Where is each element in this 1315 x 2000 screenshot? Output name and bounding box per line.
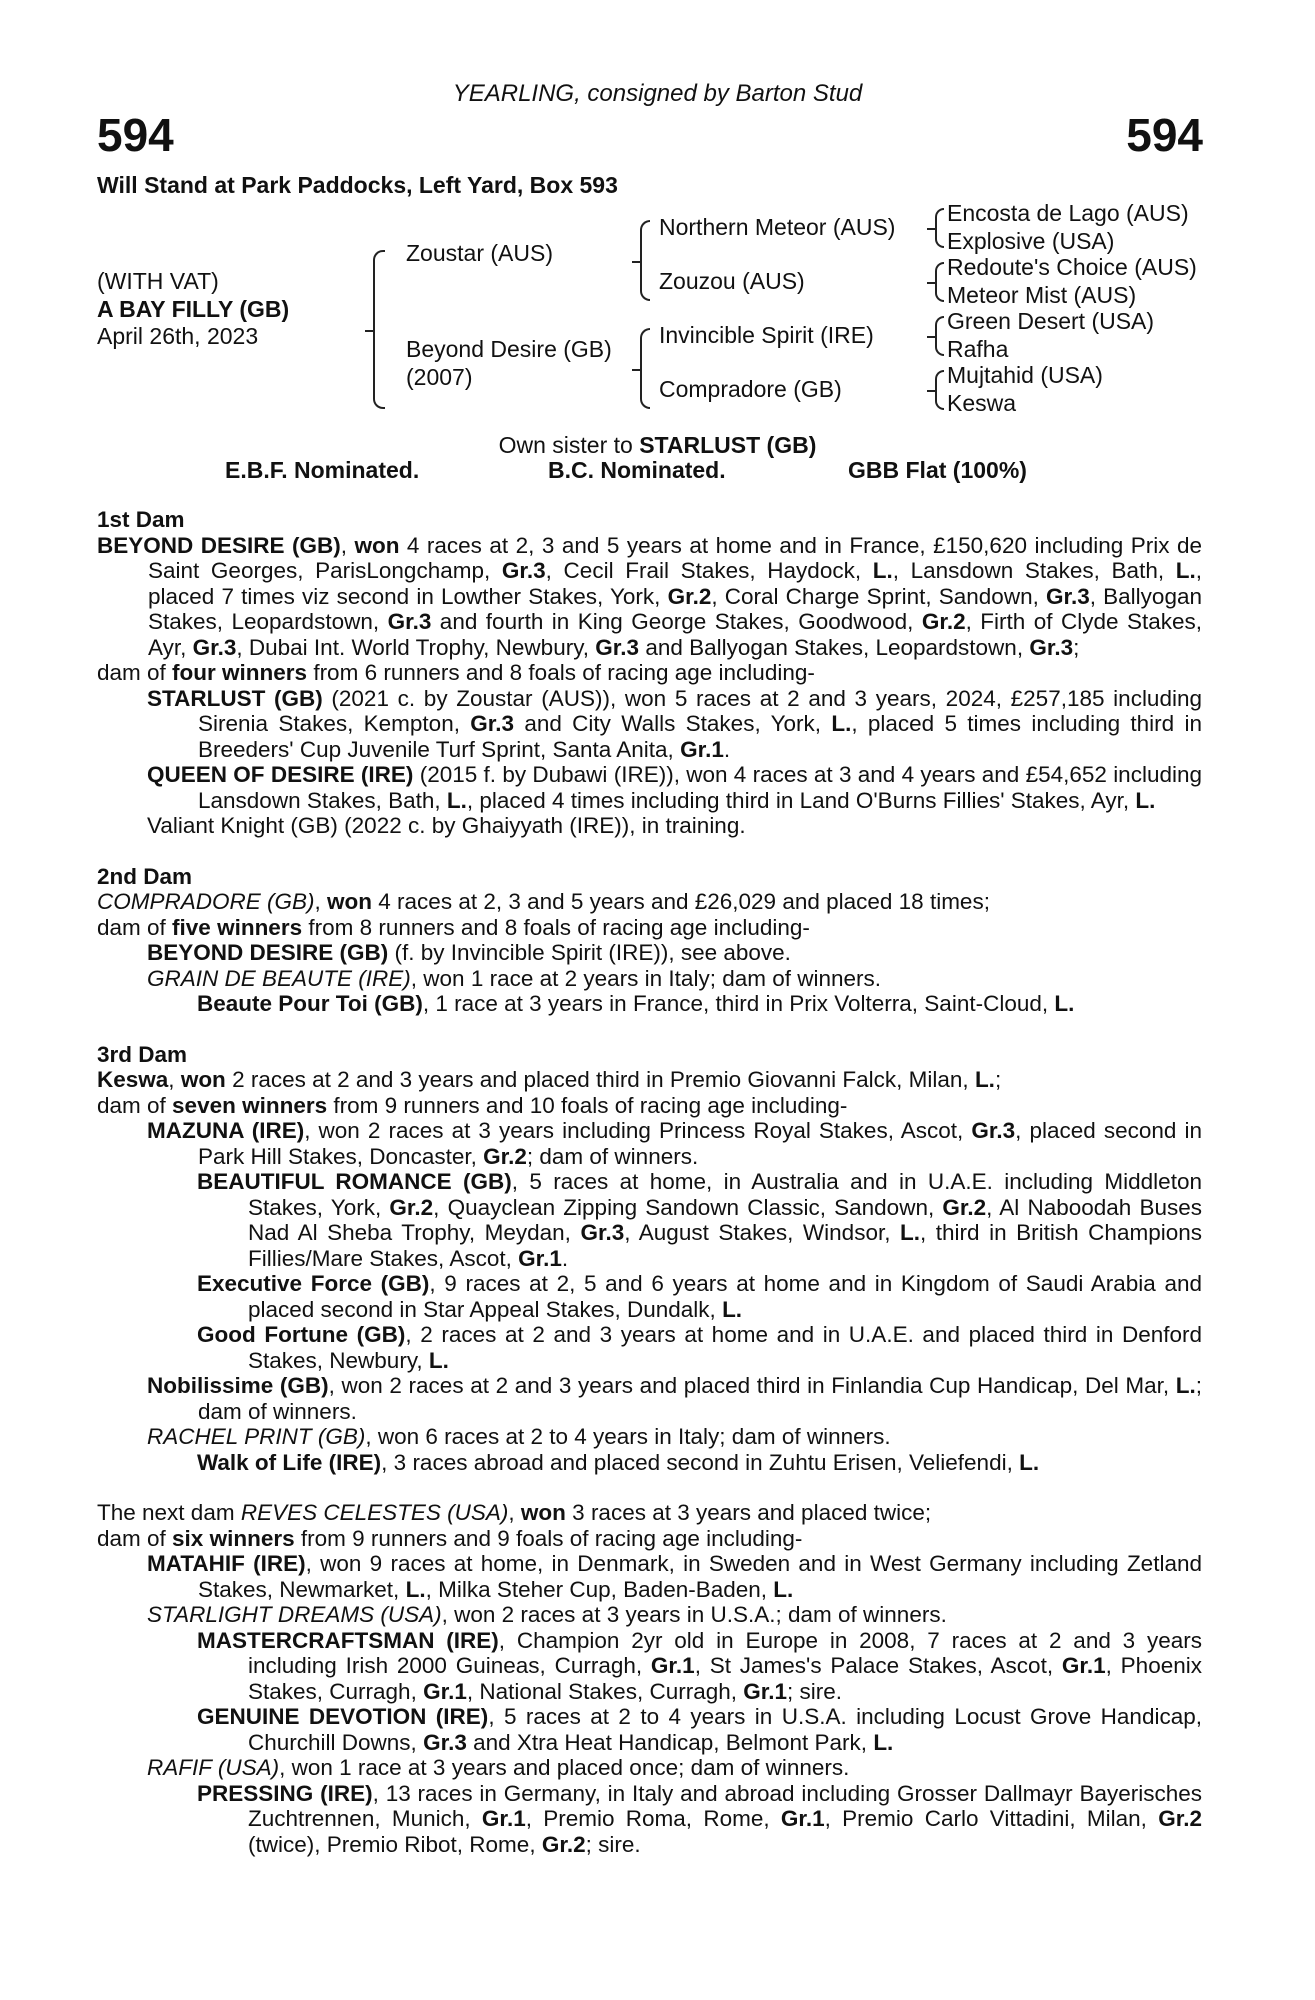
list-item: BEYOND DESIRE (GB) (f. by Invincible Spirit (IRE)), see above. bbox=[147, 940, 791, 965]
second-dam-heading: 2nd Dam bbox=[97, 863, 193, 889]
catalogue-body bbox=[97, 507, 1202, 1857]
sire-sire-sire: Encosta de Lago (AUS) bbox=[947, 200, 1189, 226]
third-dam-record: Keswa, won 2 races at 2 and 3 years and placed third in Premio Giovanni Falck, Milan, L.; bbox=[97, 1067, 1002, 1092]
horse-dob: April 26th, 2023 bbox=[97, 323, 259, 349]
pedigree-brace-sire bbox=[640, 220, 650, 301]
list-item: GENUINE DEVOTION (IRE), 5 races at 2 to 4 years in U.S.A. including Locust Grove Handicap, Churchill Downs, Gr.3 and Xtra Heat Handicap, Belmont Park, L. bbox=[197, 1704, 1202, 1755]
dam-dam-sire: Mujtahid (USA) bbox=[947, 362, 1103, 388]
list-item: PRESSING (IRE), 13 races in Germany, in Italy and abroad including Grosser Dallmayr Bayerisches Zuchtrennen, Munich, Gr.1, Premio Roma, Rome, Gr.1, Premio Carlo Vittadini, Milan, Gr.2 (twice), Premio Ribot, Rome, Gr.2; sire. bbox=[197, 1780, 1202, 1857]
list-item: Good Fortune (GB), 2 races at 2 and 3 years at home and in U.A.E. and placed third in Denford Stakes, Newbury, L. bbox=[197, 1322, 1202, 1373]
dam-sire-dam: Rafha bbox=[947, 336, 1009, 362]
lot-number-right: 594 bbox=[1126, 109, 1203, 161]
list-item: BEAUTIFUL ROMANCE (GB), 5 races at home, in Australia and in U.A.E. including Middleton Stakes, York, Gr.2, Quayclean Zipping Sandown Classic, Sandown, Gr.2, Al Naboodah Buses Nad Al Sheba Trophy, Meydan, Gr.3, August Stakes, Windsor, L., third in British Champions Fillies/Mare Stakes, Ascot, Gr.1. bbox=[197, 1169, 1202, 1271]
second-dam-produce-summary: dam of five winners from 8 runners and 8 foals of racing age including- bbox=[97, 914, 810, 940]
pedigree-brace-ds bbox=[935, 316, 944, 356]
list-item: STARLUST (GB) (2021 c. by Zoustar (AUS)), won 5 races at 2 and 3 years, 2024, £257,185 including Sirenia Stakes, Kempton, Gr.3 and City Walls Stakes, York, L., placed 5 times including third in Breeders' Cup Juvenile Turf Sprint, Santa Anita, Gr.1. bbox=[147, 685, 1202, 762]
list-item: Valiant Knight (GB) (2022 c. by Ghaiyyath (IRE)), in training. bbox=[147, 813, 746, 838]
vat-label: (WITH VAT) bbox=[97, 268, 219, 294]
list-item: Beaute Pour Toi (GB), 1 race at 3 years in France, third in Prix Volterra, Saint-Cloud, L. bbox=[197, 991, 1075, 1016]
gbb-flat: GBB Flat (100%) bbox=[848, 457, 1027, 483]
stand-location: Will Stand at Park Paddocks, Left Yard, Box 593 bbox=[97, 172, 618, 198]
dam-sire: Invincible Spirit (IRE) bbox=[659, 322, 874, 348]
horse-name: A BAY FILLY (GB) bbox=[97, 296, 290, 322]
next-dam-produce-summary: dam of six winners from 9 runners and 9 foals of racing age including- bbox=[97, 1525, 803, 1551]
consignment-line: YEARLING, consigned by Barton Stud bbox=[452, 80, 863, 107]
sire-dam-sire: Redoute's Choice (AUS) bbox=[947, 254, 1197, 280]
list-item: STARLIGHT DREAMS (USA), won 2 races at 3 years in U.S.A.; dam of winners. bbox=[147, 1602, 947, 1627]
sire-name: Zoustar (AUS) bbox=[406, 240, 553, 266]
own-sister-line: Own sister to STARLUST (GB) bbox=[498, 432, 817, 458]
list-item: MATAHIF (IRE), won 9 races at home, in Denmark, in Sweden and in West Germany including Zetland Stakes, Newmarket, L., Milka Steher Cup, Baden-Baden, L. bbox=[147, 1551, 1202, 1602]
first-dam-produce-summary: dam of four winners from 6 runners and 8 foals of racing age including- bbox=[97, 660, 815, 685]
pedigree-brace-dam bbox=[640, 328, 650, 409]
sire-dam-dam: Meteor Mist (AUS) bbox=[947, 282, 1137, 308]
third-dam-heading: 3rd Dam bbox=[97, 1041, 188, 1067]
sire-sire-dam: Explosive (USA) bbox=[947, 228, 1115, 254]
third-dam-produce-summary: dam of seven winners from 9 runners and 10 foals of racing age including- bbox=[97, 1092, 848, 1118]
dam-dam: Compradore (GB) bbox=[659, 376, 842, 402]
list-item: RAFIF (USA), won 1 race at 3 years and placed once; dam of winners. bbox=[147, 1755, 850, 1780]
bc-nominated: B.C. Nominated. bbox=[548, 457, 726, 483]
list-item: MAZUNA (IRE), won 2 races at 3 years including Princess Royal Stakes, Ascot, Gr.3, placed second in Park Hill Stakes, Doncaster, Gr.2; dam of winners. bbox=[147, 1118, 1203, 1169]
list-item: QUEEN OF DESIRE (IRE) (2015 f. by Dubawi (IRE)), won 4 races at 3 and 4 years and £54,652 including Lansdown Stakes, Bath, L., placed 4 times including third in Land O'Burns Fillies' Stakes, Ayr, L. bbox=[147, 762, 1203, 813]
list-item: GRAIN DE BEAUTE (IRE), won 1 race at 2 years in Italy; dam of winners. bbox=[147, 965, 882, 991]
first-dam-heading: 1st Dam bbox=[97, 507, 185, 532]
pedigree-brace-sd bbox=[935, 262, 944, 302]
lot-number-left: 594 bbox=[97, 109, 174, 161]
sire-sire: Northern Meteor (AUS) bbox=[659, 214, 896, 240]
sire-dam: Zouzou (AUS) bbox=[659, 268, 805, 294]
dam-sire-sire: Green Desert (USA) bbox=[947, 308, 1155, 334]
list-item: RACHEL PRINT (GB), won 6 races at 2 to 4 years in Italy; dam of winners. bbox=[147, 1424, 891, 1449]
pedigree-brace-ss bbox=[935, 208, 944, 248]
list-item: Walk of Life (IRE), 3 races abroad and placed second in Zuhtu Erisen, Veliefendi, L. bbox=[197, 1449, 1040, 1475]
dam-year: (2007) bbox=[406, 364, 473, 390]
ebf-nominated: E.B.F. Nominated. bbox=[225, 457, 420, 483]
list-item: Nobilissime (GB), won 2 races at 2 and 3 years and placed third in Finlandia Cup Handicap, Del Mar, L.; dam of winners. bbox=[147, 1373, 1202, 1424]
dam-name: Beyond Desire (GB) bbox=[406, 336, 612, 362]
list-item: MASTERCRAFTSMAN (IRE), Champion 2yr old in Europe in 2008, 7 races at 2 and 3 years including Irish 2000 Guineas, Curragh, Gr.1, St James's Palace Stakes, Ascot, Gr.1, Phoenix Stakes, Curragh, Gr.1, National Stakes, Curragh, Gr.1; sire. bbox=[197, 1627, 1203, 1704]
second-dam-record: COMPRADORE (GB), won 4 races at 2, 3 and 5 years and £26,029 and placed 18 times; bbox=[97, 889, 990, 914]
list-item: Executive Force (GB), 9 races at 2, 5 and 6 years at home and in Kingdom of Saudi Arabia and placed second in Star Appeal Stakes, Dundalk, L. bbox=[197, 1271, 1202, 1322]
pedigree-brace-dd bbox=[935, 370, 944, 410]
first-dam-record: BEYOND DESIRE (GB), won 4 races at 2, 3 and 5 years at home and in France, £150,620 including Prix de Saint Georges, ParisLongchamp, Gr.3, Cecil Frail Stakes, Haydock, L., Lansdown Stakes, Bath, L., placed 7 times viz second in Lowther Stakes, York, Gr.2, Coral Charge Sprint, Sandown, Gr.3, Ballyogan Stakes, Leopardstown, Gr.3 and fourth in King George Stakes, Goodwood, Gr.2, Firth of Clyde Stakes, Ayr, Gr.3, Dubai Int. World Trophy, Newbury, Gr.3 and Ballyogan Stakes, Leopardstown, Gr.3; bbox=[97, 532, 1203, 660]
next-dam-record: The next dam REVES CELESTES (USA), won 3 races at 3 years and placed twice; bbox=[97, 1500, 932, 1525]
pedigree-brace-main bbox=[373, 250, 385, 409]
dam-dam-dam: Keswa bbox=[947, 390, 1017, 416]
